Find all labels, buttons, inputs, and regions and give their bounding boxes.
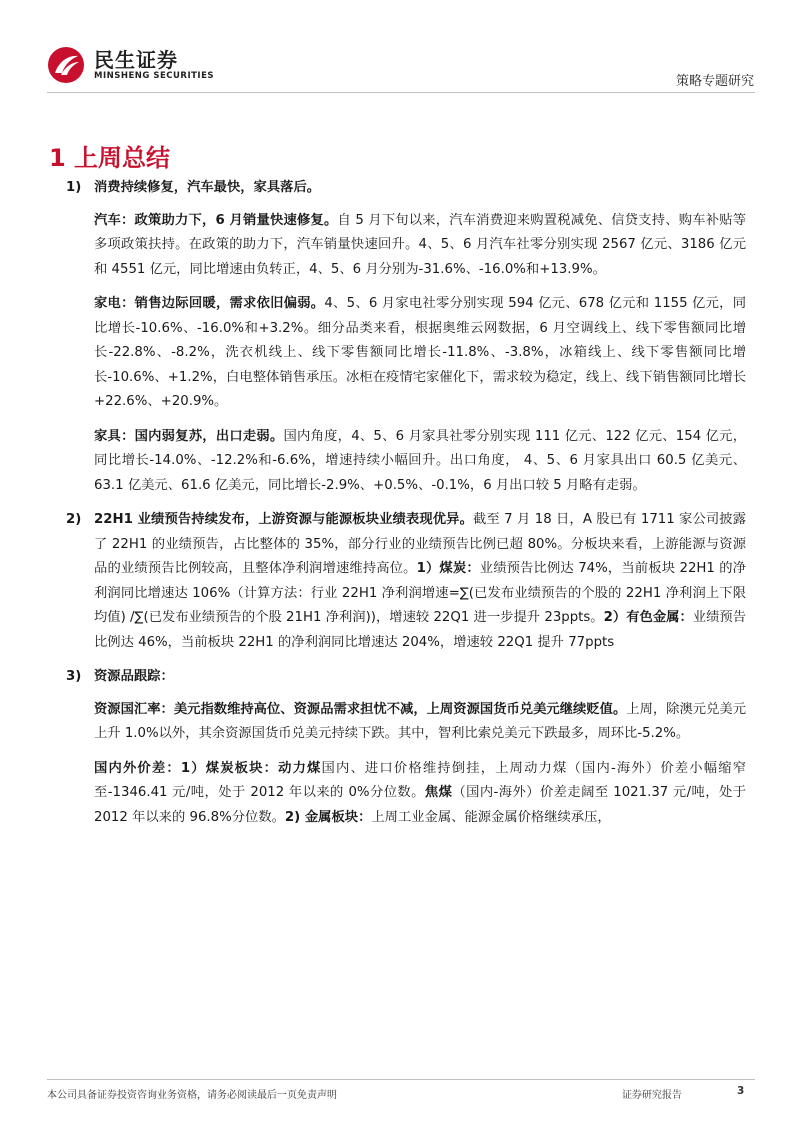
section-2-lead: 22H1 业绩预告持续发布，上游资源与能源板块业绩表现优异。 — [94, 512, 473, 527]
section-3-number: 3) — [66, 669, 82, 684]
fx-body: 上周，除澳元兑美元上升 1.0%以外，其余资源国货币兑美元持续下跌。其中，智利比索兑美元下跌最多，周环比-5.2%。 — [94, 701, 747, 741]
spread-lead: 国内外价差：1）煤炭板块： — [94, 760, 279, 776]
section-2-text — [94, 508, 746, 655]
section-1-heading-text: 消费持续修复，汽车最快，家具落后。 — [94, 180, 321, 195]
metal-label: 2）有色金属： — [603, 610, 693, 625]
footer-disclaimer: 本公司具备证券投资咨询业务资格，请务必阅读最后一页免责声明 — [47, 1090, 337, 1101]
main-content — [66, 176, 746, 830]
auto-body: 自 5 月下旬以来，汽车消费迎来购置税减免、信贷支持、购车补贴等多项政策扶持。在政策的助力下，汽车销量快速回升。4、5、6 月汽车社零分别实现 2567 亿元、3186 亿元和 4551 亿元，同比增速由负转正，4、5、6 月分别为-31.6%、-16.0%和+13.9%。 — [94, 212, 746, 277]
section-title: 1 上周总结 — [49, 144, 171, 172]
section-1-heading — [66, 176, 746, 201]
furniture-lead: 家具：国内弱复苏，出口走弱。 — [94, 428, 284, 444]
appliance-body: 4、5、6 月家电社零分别实现 594 亿元、678 亿元和 1155 亿元，同比增长-10.6%、-16.0%和+3.2%。细分品类来看，根据奥维云网数据，6 月空调线上、线下零售额同比增长-22.8%、-8.2%，洗衣机线上、线下零售额同比增长-11.8%、-3.8%，冰箱线上、线下零售额同比增长-10.6%、+1.2%，白电整体销售承压。冰柜在疫情宅家催化下，需求较为稳定，线上、线下销售额同比增长+22.6%、+20.9%。 — [94, 296, 746, 409]
auto-lead: 汽车：政策助力下，6 月销量快速修复。 — [94, 212, 338, 228]
report-type: 策略专题研究 — [675, 74, 754, 89]
footer-report-label: 证券研究报告 — [622, 1090, 682, 1101]
furniture-paragraph — [94, 425, 746, 499]
appliance-paragraph — [94, 292, 746, 415]
thermal-coal-label: 动力煤 — [278, 760, 322, 776]
minsheng-logo-icon — [47, 46, 85, 84]
section-2-number: 2) — [66, 512, 82, 527]
section-1-number: 1) — [66, 180, 82, 195]
brand-name-en: MINSHENG SECURITIES — [94, 71, 214, 81]
spread-paragraph — [94, 757, 746, 831]
page-number: 3 — [737, 1085, 745, 1097]
metal-sector-body: 上周工业金属、能源金属价格继续承压， — [371, 809, 611, 825]
fx-paragraph — [94, 698, 746, 747]
metal-sector-label: 2) 金属板块： — [284, 809, 372, 825]
fx-lead: 资源国汇率：美元指数维持高位、资源品需求担忧不减，上周资源国货币兑美元继续贬值。 — [94, 701, 627, 717]
page-header — [0, 0, 802, 94]
footer-divider — [47, 1079, 755, 1080]
appliance-lead: 家电：销售边际回暖，需求依旧偏弱。 — [94, 296, 325, 311]
coal-label: 1）煤炭： — [416, 561, 480, 576]
section-3-heading — [66, 665, 746, 690]
section-3-heading-text: 资源品跟踪： — [94, 669, 174, 684]
coking-coal-label: 焦煤 — [424, 785, 453, 800]
section-2-paragraph — [66, 508, 746, 655]
section-2-body1: 截至 7 月 18 日，A 股已有 1711 家公司披露了 22H1 的业绩预告，占比整体的 35%，部分行业的业绩预告比例已超 80%。分板块来看，上游能源与资源品的业绩预告比例较高，且整体净利润增速维持高位。 — [94, 512, 746, 576]
section-2-body2: 业绩预告比例达 74%，当前板块 22H1 的净利润同比增速达 106%（计算方法：行业 22H1 净利润增速=∑(已发布业绩预告的个股的 22H1 净利润上下限均值) /∑(已发布业绩预告的个股 21H1 净利润))，增速较 22Q1 进一步提升 23ppts。 — [94, 561, 746, 625]
furniture-body: 国内角度，4、5、6 月家具社零分别实现 111 亿元、122 亿元、154 亿元，同比增长-14.0%、-12.2%和-6.6%，增速持续小幅回升。出口角度， 4、5、6 月家具出口 60.5 亿美元、63.1 亿美元、61.6 亿美元，同比增长-2.9%、+0.5%、-0.1%，6 月出口较 5 月略有走弱。 — [94, 428, 747, 493]
brand-name-cn: 民生证券 — [94, 48, 178, 72]
header-divider — [47, 92, 755, 93]
thermal-coal-body: 国内、进口价格维持倒挂，上周动力煤（国内-海外）价差小幅缩窄至-1346.41 元/吨，处于 2012 年以来的 0%分位数。 — [94, 760, 746, 800]
coking-coal-body: （国内-海外）价差走阔至 1021.37 元/吨，处于 2012 年以来的 96.8%分位数。 — [94, 785, 747, 825]
section-2-body3: 业绩预告比例达 46%，当前板块 22H1 的净利润同比增速达 204%，增速较 22Q1 提升 77ppts — [94, 610, 746, 650]
auto-paragraph — [94, 209, 746, 283]
